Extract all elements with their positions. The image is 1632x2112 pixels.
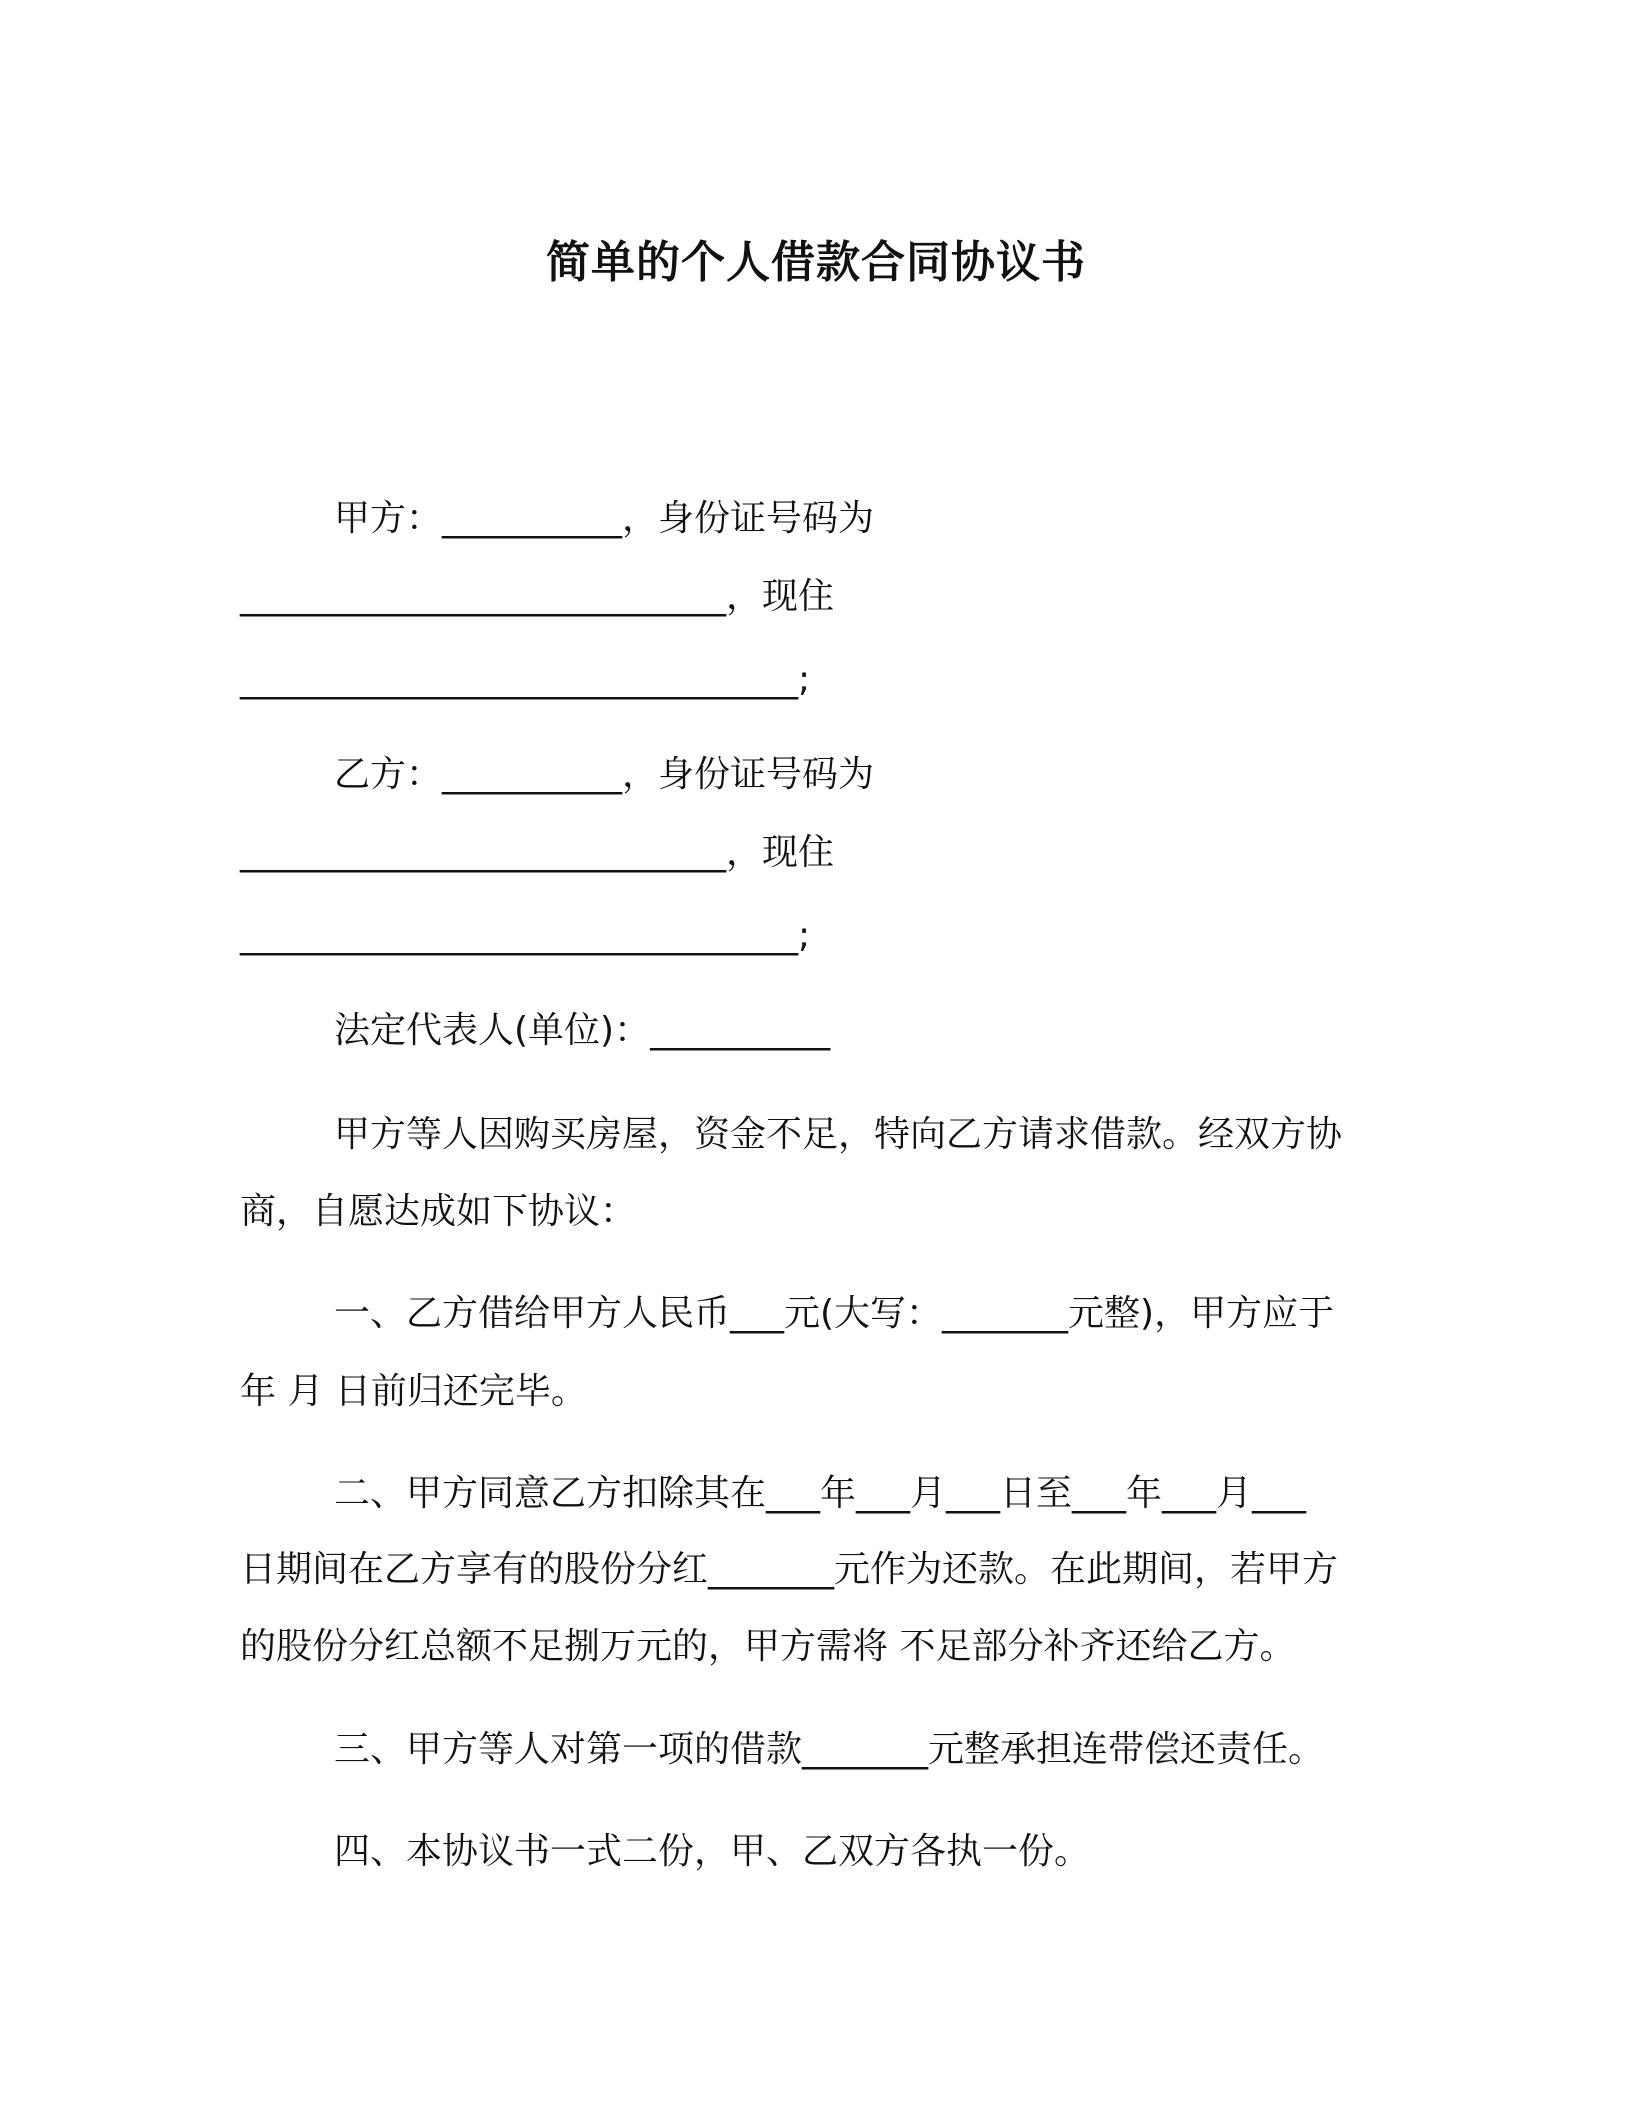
clause-1-line-1: 一、乙方借给甲方人民币___元(大写：_______元整)，甲方应于 [334, 1293, 1335, 1334]
legal-representative-line: 法定代表人(单位)：__________ [334, 1010, 831, 1051]
party-b-line-2: ___________________________，现住 [240, 832, 835, 873]
document-title: 简单的个人借款合同协议书 [546, 237, 1086, 288]
clause-4-line: 四、本协议书一式二份，甲、乙双方各执一份。 [334, 1831, 1091, 1872]
party-a-line-3: _______________________________; [240, 659, 811, 700]
preamble-line-2: 商，自愿达成如下协议： [240, 1191, 637, 1232]
clause-2-line-2: 日期间在乙方享有的股份分红_______元作为还款。在此期间，若甲方 [240, 1549, 1339, 1590]
party-b-line-1: 乙方：__________，身份证号码为 [334, 754, 875, 795]
clause-1-line-2: 年 月 日前归还完毕。 [240, 1371, 587, 1412]
party-a-line-2: ___________________________，现住 [240, 576, 835, 617]
party-a-line-1: 甲方：__________，身份证号码为 [334, 498, 875, 539]
clause-3-line: 三、甲方等人对第一项的借款_______元整承担连带偿还责任。 [334, 1729, 1325, 1770]
clause-2-line-3: 的股份分红总额不足捌万元的，甲方需将 不足部分补齐还给乙方。 [240, 1626, 1296, 1667]
party-b-line-3: _______________________________; [240, 915, 811, 956]
clause-2-line-1: 二、甲方同意乙方扣除其在___年___月___日至___年___月___ [334, 1473, 1307, 1514]
preamble-line-1: 甲方等人因购买房屋，资金不足，特向乙方请求借款。经双方协 [334, 1114, 1343, 1155]
